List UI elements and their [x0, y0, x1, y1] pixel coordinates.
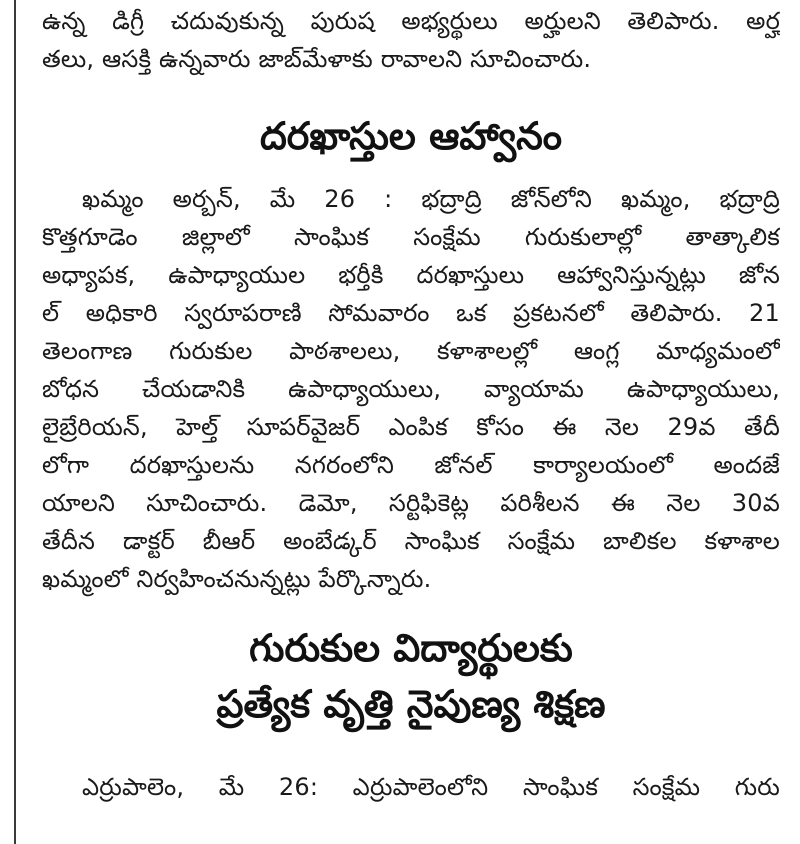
previous-article-tail: [42, 2, 780, 78]
body-line: ఉన్న డిగ్రీ చదువుకున్న పురుష అభ్యర్థులు అర్హులని తెలిపారు. అర్హ: [42, 7, 780, 35]
body-line: అధ్యాపక, ఉపాధ్యాయుల భర్తీకి దరఖాస్తులు ఆహ్వానిస్తున్నట్లు జోన: [42, 261, 780, 289]
body-line: తేదీన డాక్టర్‌ బీఆర్‌ అంబేడ్కర్‌ సాంఘిక సంక్షేమ బాలికల కళాశాల: [42, 527, 780, 555]
article-headline-line-1: గురుకుల విద్యార్థులకు: [249, 626, 573, 670]
column-divider: [14, 0, 16, 844]
body-line: కొత్తగూడెం జిల్లాలో సాంఘిక సంక్షేమ గురుకులాల్లో తాత్కాలిక: [42, 223, 780, 251]
article-headline-line-2: ప్రత్యేక వృత్తి నైపుణ్య శిక్షణ: [216, 682, 606, 726]
body-line: తలు, ఆసక్తి ఉన్నవారు జాబ్‌మేళాకు రావాలని సూచించారు.: [42, 45, 592, 73]
article-headline: దరఖాస్తుల ఆహ్వానం: [259, 114, 563, 158]
body-line: లైబ్రేరియన్‌, హెల్త్‌ సూపర్‌వైజర్‌ ఎంపిక కోసం ఈ నెల 29వ తేదీ: [42, 413, 780, 441]
article-gurukul-skill-training: [42, 620, 780, 806]
body-line: ల్‌ అధికారి స్వరూపరాణి సోమవారం ఒక ప్రకటనలో తెలిపారు. 21: [42, 299, 780, 327]
body-line: లోగా దరఖాస్తులను నగరంలోని జోనల్‌ కార్యాలయంలో అందజే: [42, 451, 780, 479]
body-line: తెలంగాణ గురుకుల పాఠశాలలు, కళాశాలల్లో ఆంగ్ల మాధ్యమంలో: [42, 337, 780, 365]
body-line: ఖమ్మం అర్బన్‌, మే 26 : భద్రాద్రి జోన్‌లోని ఖమ్మం, భద్రాద్రి: [82, 185, 780, 213]
article-column: [42, 0, 780, 806]
article-applications-invited: [42, 106, 780, 598]
body-line: యాలని సూచించారు. డెమో, సర్టిఫికెట్ల పరిశీలన ఈ నెల 30వ: [42, 489, 780, 517]
body-line: బోధన చేయడానికి ఉపాధ్యాయులు, వ్యాయామ ఉపాధ్యాయులు,: [42, 375, 780, 403]
body-line: ఎర్రుపాలెం, మే 26: ఎర్రుపాలెంలోని సాంఘిక సంక్షేమ గురు: [82, 773, 780, 801]
body-line: ఖమ్మంలో నిర్వహించనున్నట్లు పేర్కొన్నారు.: [42, 565, 432, 593]
